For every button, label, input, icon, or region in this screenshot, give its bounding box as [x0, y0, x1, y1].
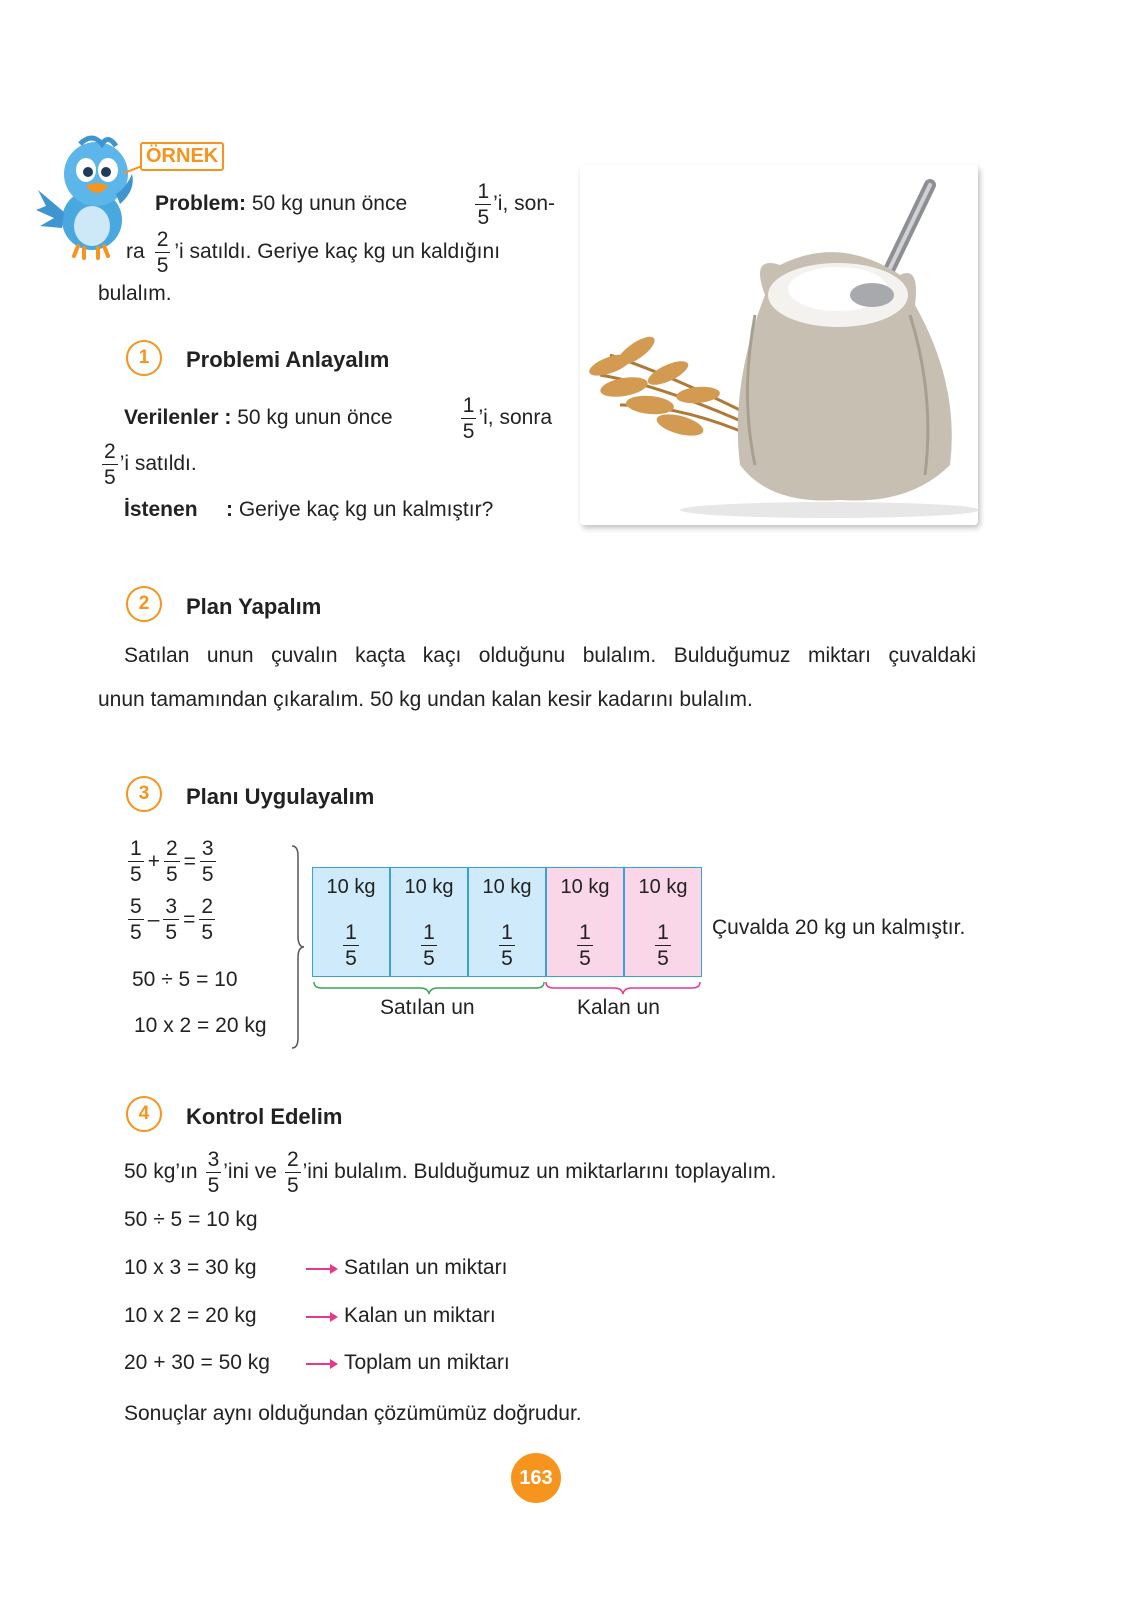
fraction-bar-cell	[390, 867, 468, 977]
plan-line-1: Satılan unun çuvalın kaçta kaçı olduğunu bulalım. Bulduğumuz miktarı çuvaldaki	[124, 644, 976, 667]
flour-sack-photo	[580, 165, 978, 525]
check-fraction-two-fifths: $\frac{2}{5}$	[286, 1147, 299, 1197]
check-line-1: 50 ÷ 5 = 10 kg	[124, 1208, 258, 1231]
pink-arrow-icon	[304, 1261, 340, 1275]
check-intro-text-1: 50 kg’ın	[124, 1160, 198, 1183]
fraction-bar-cell	[624, 867, 702, 977]
fraction-bar-cell	[546, 867, 624, 977]
cell-kg-label: 10 kg	[560, 876, 610, 898]
pink-arrow-icon	[304, 1356, 340, 1370]
check-row-1	[124, 1256, 507, 1280]
cell-fraction: $\frac{1}{5}$	[657, 921, 669, 970]
equation-2: $\frac{5}{5}$ – $\frac{3}{5}$ = $\frac{2}{5}$	[130, 895, 214, 944]
asked-colon: :	[226, 498, 233, 521]
check-intro-text-2: ’ini ve	[223, 1160, 277, 1183]
problem-line-3: bulalım.	[98, 282, 172, 305]
equation-3: 50 ÷ 5 = 10	[132, 968, 238, 991]
equation-4: 10 x 2 = 20 kg	[134, 1014, 267, 1037]
plan-line-2: unun tamamından çıkaralım. 50 kg undan kalan kesir kadarını bulalım.	[98, 688, 753, 711]
given-fraction-one-fifth: $\frac{1}{5}$	[462, 393, 475, 443]
problem-text-1: 50 kg unun önce	[251, 192, 408, 215]
blue-bird-icon	[36, 132, 138, 260]
step-1-number: 1	[126, 340, 162, 376]
check-row-3	[124, 1351, 510, 1375]
example-tag: ÖRNEK	[140, 142, 224, 171]
equation-1: $\frac{1}{5}$ + $\frac{2}{5}$ = $\frac{3}{5}$	[130, 837, 214, 886]
check-calc-2: 10 x 2 = 20 kg	[124, 1304, 257, 1327]
step-4-number: 4	[126, 1096, 162, 1132]
given-fraction-two-fifths: $\frac{2}{5}$	[104, 439, 116, 489]
cell-fraction: $\frac{1}{5}$	[423, 921, 435, 970]
check-label-1: Satılan un miktarı	[344, 1256, 508, 1279]
step-3-number: 3	[126, 776, 162, 812]
problem-label: Problem:	[155, 192, 247, 215]
fraction-bar-cell	[312, 867, 390, 977]
check-calc-3: 20 + 30 = 50 kg	[124, 1351, 270, 1374]
step-3-result: Çuvalda 20 kg un kalmıştır.	[712, 916, 966, 939]
cell-fraction: $\frac{1}{5}$	[579, 921, 591, 970]
step-3-title: Planı Uygulayalım	[186, 784, 375, 809]
asked-line	[124, 498, 493, 522]
equations-brace	[288, 844, 308, 1056]
pink-arrow-icon	[304, 1309, 340, 1323]
fraction-bar-cell	[468, 867, 546, 977]
check-intro	[124, 1146, 777, 1198]
problem-line-1	[155, 178, 555, 230]
cell-fraction: $\frac{1}{5}$	[501, 921, 513, 970]
given-label: Verilenler :	[124, 406, 232, 429]
check-calc-1: 10 x 3 = 30 kg	[124, 1256, 257, 1279]
asked-label: İstenen	[124, 498, 198, 521]
sold-label: Satılan un	[380, 996, 475, 1019]
cell-kg-label: 10 kg	[326, 876, 376, 898]
page-number: 163	[511, 1453, 561, 1503]
check-label-2: Kalan un miktarı	[344, 1304, 496, 1327]
given-line-2	[100, 438, 197, 490]
check-label-3: Toplam un miktarı	[344, 1351, 510, 1374]
cell-kg-label: 10 kg	[482, 876, 532, 898]
step-2-number: 2	[126, 586, 162, 622]
cell-kg-label: 10 kg	[638, 876, 688, 898]
given-text-3: ’i satıldı.	[119, 452, 197, 475]
remaining-label: Kalan un	[577, 996, 660, 1019]
fraction-one-fifth: $\frac{1}{5}$	[477, 179, 490, 229]
asked-text: Geriye kaç kg un kalmıştır?	[238, 498, 494, 521]
step-1-title: Problemi Anlayalım	[186, 347, 390, 372]
problem-text-2: ’i, son-	[493, 192, 555, 215]
given-text-1: 50 kg unun önce	[237, 406, 393, 429]
problem-text-4: ’i satıldı. Geriye kaç kg un kaldığını	[174, 240, 501, 263]
given-text-2: ’i, sonra	[478, 406, 552, 429]
step-4-title: Kontrol Edelim	[186, 1104, 343, 1129]
cell-fraction: $\frac{1}{5}$	[345, 921, 357, 970]
check-intro-text-3: ’ini bulalım. Bulduğumuz un miktarlarını toplayalım.	[302, 1160, 777, 1183]
fraction-bar	[312, 867, 700, 977]
given-line-1	[124, 392, 552, 444]
check-fraction-three-fifths: $\frac{3}{5}$	[207, 1147, 220, 1197]
check-conclusion: Sonuçlar aynı olduğundan çözümümüz doğrudur.	[124, 1402, 582, 1425]
problem-text-3: ra	[126, 240, 145, 263]
problem-line-2	[126, 226, 556, 278]
check-row-2	[124, 1304, 496, 1328]
fraction-two-fifths: $\frac{2}{5}$	[156, 227, 169, 277]
step-2-title: Plan Yapalım	[186, 594, 322, 619]
cell-kg-label: 10 kg	[404, 876, 454, 898]
